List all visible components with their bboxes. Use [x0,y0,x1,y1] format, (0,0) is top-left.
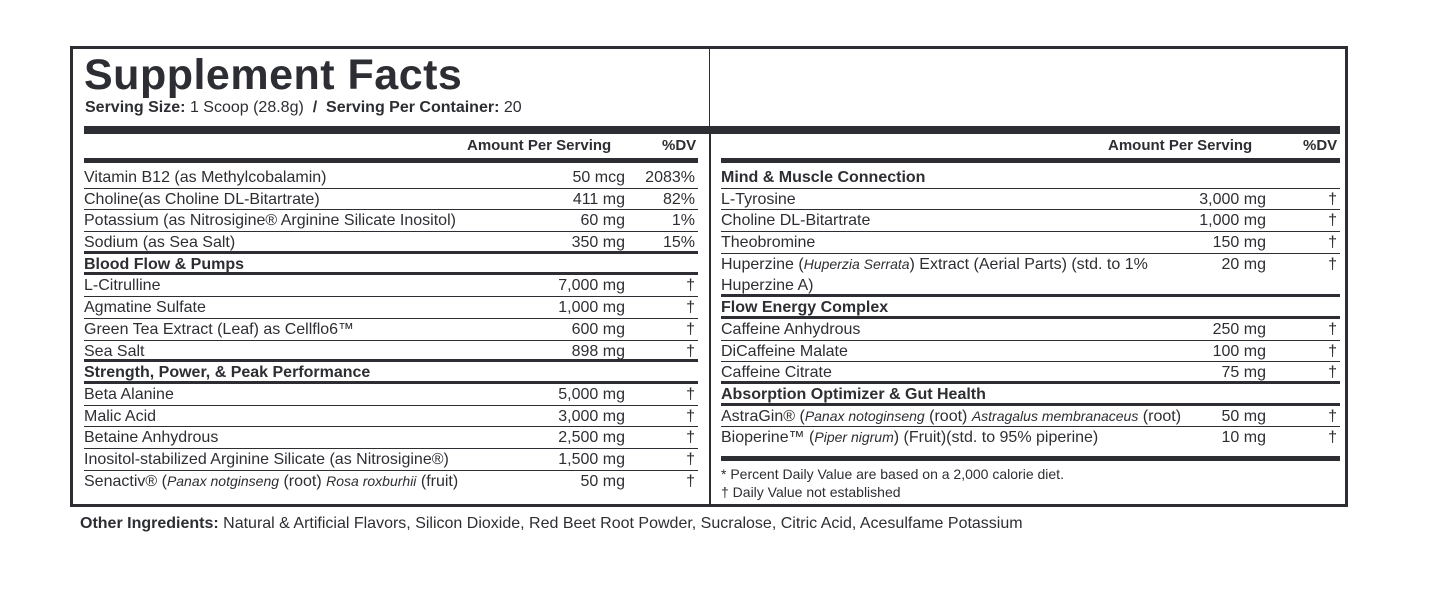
serving-separator: / [312,99,318,116]
servings-per-container-label: Serving Per Container: [326,99,500,116]
footnote-bar [721,456,1340,461]
nutrient-row: Potassium (as Nitrosigine® Arginine Silicate Inositol) 60 mg 1% [84,210,698,232]
ingredient-row-bioperine: Bioperine™ (Piper nigrum) (Fruit)(std. to 95% piperine) 10 mg † [721,429,1337,447]
right-amount-header: Amount Per Serving [1108,137,1253,154]
ingredient-row: Caffeine Citrate 75 mg † [721,362,1340,384]
nutrient-row: Choline(as Choline DL-Bitartrate) 411 mg 82% [84,189,698,211]
ingredient-row: L-Citrulline 7,000 mg † [84,275,698,297]
nutrient-row: Vitamin B12 (as Methylcobalamin) 50 mcg 2083% [84,167,698,189]
ingredient-row-astragin: AstraGin® (Panax notoginseng (root) Astragalus membranaceus (root) 50 mg † [721,406,1340,428]
ingredient-row: Betaine Anhydrous 2,500 mg † [84,427,698,449]
serving-info [85,98,522,118]
ingredient-row: DiCaffeine Malate 100 mg † [721,341,1340,363]
section-title-mind: Mind & Muscle Connection [721,167,1340,189]
right-dv-header: %DV [1303,137,1338,154]
ingredient-row: Choline DL-Bitartrate 1,000 mg † [721,210,1340,232]
header-divider [709,46,710,127]
ingredient-row: Theobromine 150 mg † [721,232,1340,254]
ingredient-row: Agmatine Sulfate 1,000 mg † [84,297,698,319]
header-bar-top [84,126,1340,134]
ingredient-row-huperzine: Huperzine (Huperzia Serrata) Extract (Aerial Parts) (std. to 1% Huperzine A) 20 mg † [721,254,1340,297]
ingredient-row: Caffeine Anhydrous 250 mg † [721,319,1340,341]
section-title-absorption: Absorption Optimizer & Gut Health [721,384,1340,406]
nutrient-row: Sodium (as Sea Salt) 350 mg 15% [84,232,698,254]
column-divider [709,134,711,504]
other-ingredients [80,514,1023,534]
ingredient-row: Malic Acid 3,000 mg † [84,406,698,428]
section-title-blood-flow: Blood Flow & Pumps [84,254,698,276]
ingredient-row: Sea Salt 898 mg † [84,341,698,363]
header-bar-bottom-right [721,158,1340,163]
left-column [84,167,698,492]
right-column [721,167,1340,449]
other-ingredients-label: Other Ingredients: [80,515,219,532]
ingredient-row: Beta Alanine 5,000 mg † [84,384,698,406]
section-title-flow-energy: Flow Energy Complex [721,297,1340,319]
serving-size-label: Serving Size: [85,99,186,116]
footnote-percent-dv: * Percent Daily Value are based on a 2,000 calorie diet. [721,466,1064,482]
ingredient-row: Inositol-stabilized Arginine Silicate (as Nitrosigine®) 1,500 mg † [84,449,698,471]
page-title: Supplement Facts [84,51,463,99]
header-bar-bottom-left [84,158,698,163]
serving-size-value: 1 Scoop (28.8g) [189,99,304,116]
other-ingredients-value: Natural & Artificial Flavors, Silicon Dioxide, Red Beet Root Powder, Sucralose, Citric Acid, Acesulfame Potassium [223,515,1023,532]
section-title-strength: Strength, Power, & Peak Performance [84,362,698,384]
footnote-dagger: † Daily Value not established [721,484,901,500]
ingredient-row: Green Tea Extract (Leaf) as Cellflo6™ 600 mg † [84,319,698,341]
ingredient-row: L-Tyrosine 3,000 mg † [721,189,1340,211]
ingredient-row-senactiv: Senactiv® (Panax notginseng (root) Rosa roxburhii (fruit) 50 mg † [84,472,695,490]
servings-per-container-value: 20 [503,99,522,116]
left-amount-header: Amount Per Serving [467,137,612,154]
left-dv-header: %DV [662,137,697,154]
